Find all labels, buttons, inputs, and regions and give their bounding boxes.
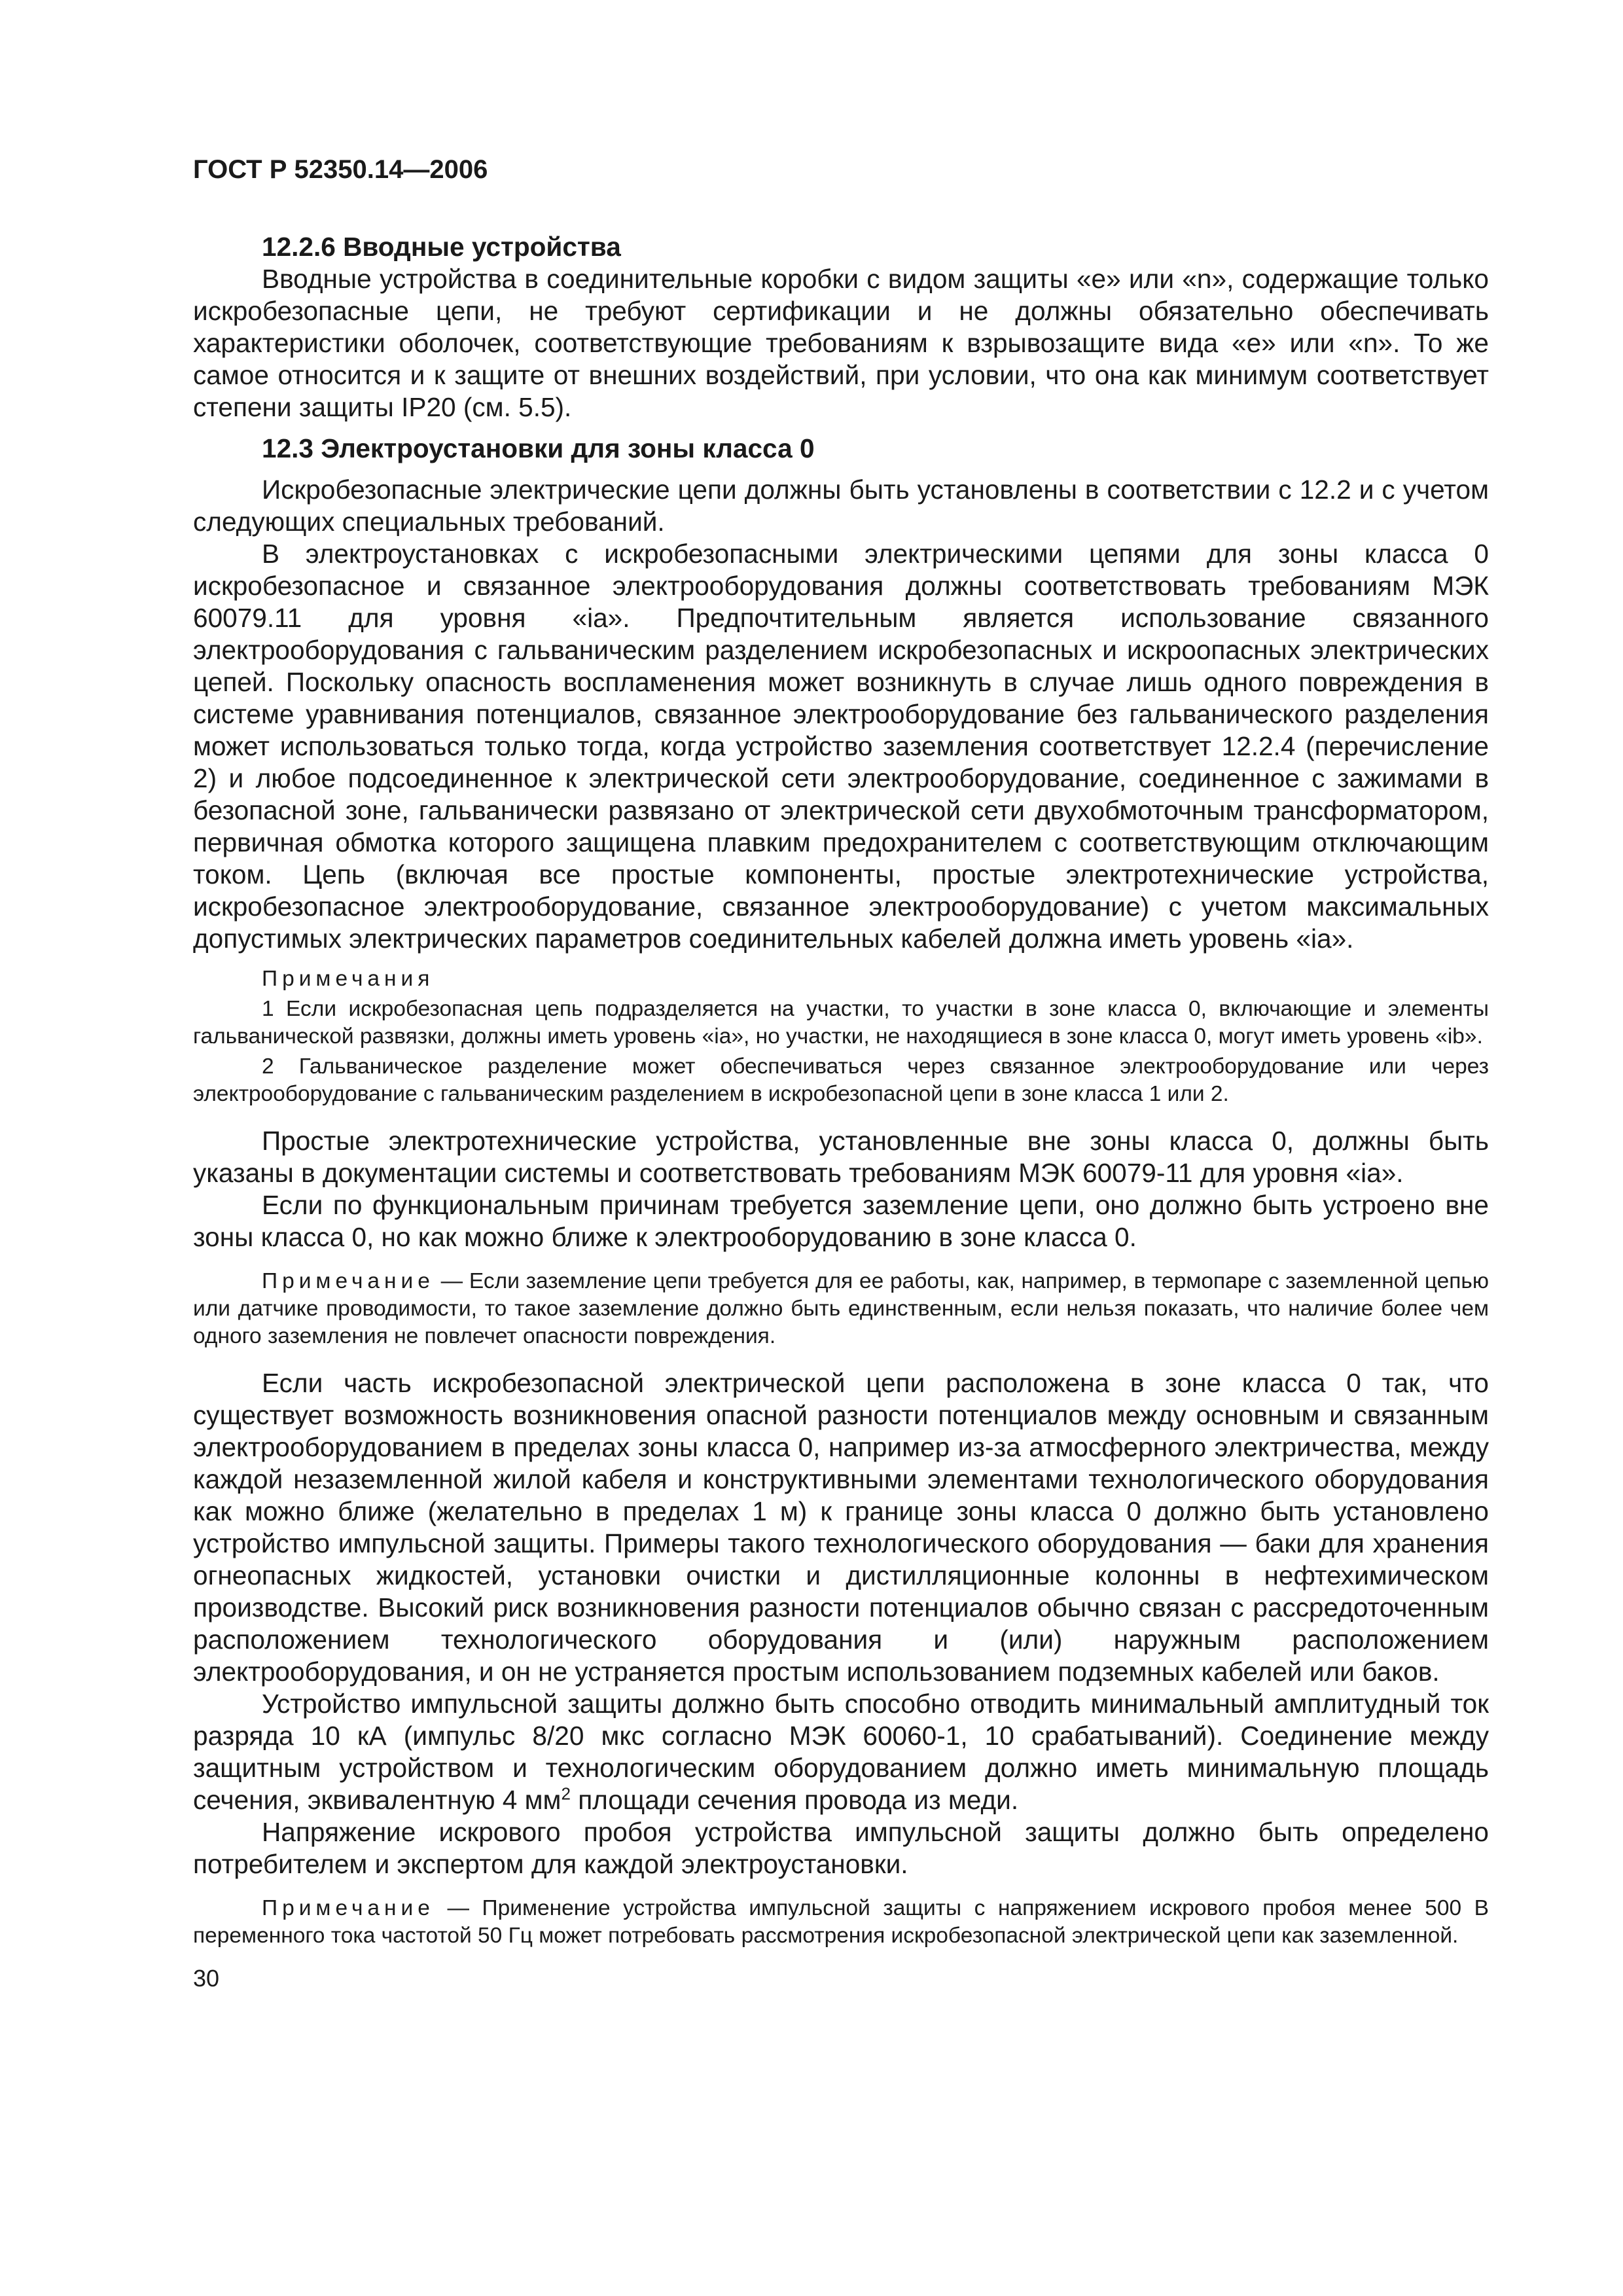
- section-12-3: [193, 433, 1489, 1950]
- note-label: Примечание: [262, 1896, 435, 1920]
- page-number: 30: [193, 1965, 220, 1992]
- note-earthing-text: — Если заземление цепи требуется для ее работы, как, например, в термопаре с заземленной цепью или датчике проводимости, то такое заземление должно быть единственным, если нельзя показать, что наличие более чем одного заземления не повлечет опасности повреждения.: [193, 1269, 1489, 1348]
- notes-block-1: [193, 965, 1489, 1108]
- paragraph-simple-devices: Простые электротехнические устройства, установленные вне зоны класса 0, должны быть указаны в документации системы и соответствовать требованиям МЭК 60079-11 для уровня «ia».: [193, 1126, 1489, 1188]
- note-earthing: [193, 1268, 1489, 1350]
- note-breakdown: [193, 1895, 1489, 1950]
- document-page: [193, 154, 1489, 1993]
- paragraph-surge-current: [193, 1688, 1489, 1816]
- heading-12-2-6: 12.2.6 Вводные устройства: [262, 232, 621, 262]
- notes-title: Примечания: [262, 967, 435, 991]
- paragraph-input-devices: Вводные устройства в соединительные коробки с видом защиты «е» или «n», содержащие только искробезопасные цепи, не требуют сертификации и не должны обязательно обеспечивать характеристики оболочек, соответствующие требованиям к взрывозащите вида «е» или «n». То же самое относится и к защите от внешних воздействий, при условии, что она как минимум соответствует степени защиты IP20 (см. 5.5).: [193, 264, 1489, 422]
- document-id-header: ГОСТ Р 52350.14—2006: [193, 155, 488, 184]
- note-breakdown-block: [193, 1895, 1489, 1950]
- section-12-2-6: [193, 231, 1489, 423]
- paragraph-surge-protection: Если часть искробезопасной электрической цепи расположена в зоне класса 0 так, что существует возможность возникновения опасной разности потенциалов между основным и связанным электрооборудованием в пределах зоны класса 0, например из-за атмосферного электричества, между каждой незаземленной жилой кабеля и конструктивными элементами технологического оборудования как можно ближе (желательно в пределах 1 м) к границе зоны класса 0 должно быть установлено устройство импульсной защиты. Примеры такого технологического оборудования — баки для хранения огнеопасных жидкостей, установки очистки и дистилляционные колонны в нефтехимическом производстве. Высокий риск возникновения разности потенциалов обычно связан с рассредоточенным расположением технологического оборудования и (или) наружным расположением электрооборудования, и он не устраняется простым использованием подземных кабелей или баков.: [193, 1368, 1489, 1687]
- paragraph-breakdown-voltage: Напряжение искрового пробоя устройства импульсной защиты должно быть определено потребителем и экспертом для каждой электроустановки.: [193, 1817, 1489, 1879]
- paragraph-12-3-requirements: В электроустановках с искробезопасными электрическими цепями для зоны класса 0 искробезопасное и связанное электрооборудования должны соответствовать требованиям МЭК 60079.11 для уровня «ia». Предпочтительным является использование связанного электрооборудования с гальваническим разделением искробезопасных и искроопасных электрических цепей. Поскольку опасность воспламенения может возникнуть в случае лишь одного повреждения в системе уравнивания потенциалов, связанное электрооборудование без гальванического разделения может использоваться только тогда, когда устройство заземления соответствует 12.2.4 (перечисление 2) и любое подсоединенное к электрической сети электрооборудование, соединенное с зажимами в безопасной зоне, гальванически развязано от электрической сети двухобмоточным трансформатором, первичная обмотка которого защищена плавким предохранителем с соответствующим отключающим током. Цепь (включая все простые компоненты, простые электротехнические устройства, искробезопасное электрооборудование, связанное электрооборудование) с учетом максимальных допустимых электрических параметров соединительных кабелей должна иметь уровень «ia».: [193, 539, 1489, 954]
- paragraph-earthing: Если по функциональным причинам требуется заземление цепи, оно должно быть устроено вне зоны класса 0, но как можно ближе к электрооборудованию в зоне класса 0.: [193, 1190, 1489, 1252]
- note-2: 2 Гальваническое разделение может обеспечиваться через связанное электрооборудование или через электрооборудование с гальваническим разделением в искробезопасной цепи в зоне класса 1 или 2.: [193, 1054, 1489, 1106]
- note-breakdown-text: — Применение устройства импульсной защиты с напряжением искрового пробоя менее 500 В переменного тока частотой 50 Гц может потребовать рассмотрения искробезопасной электрической цепи как заземленной.: [193, 1896, 1489, 1948]
- note-earthing-block: [193, 1268, 1489, 1350]
- heading-12-3: 12.3 Электроустановки для зоны класса 0: [262, 433, 815, 463]
- surge-current-text-end: площади сечения провода из меди.: [570, 1785, 1019, 1815]
- superscript-two: 2: [561, 1784, 571, 1804]
- paragraph-12-3-intro: Искробезопасные электрические цепи должны быть установлены в соответствии с 12.2 и с учетом следующих специальных требований.: [193, 475, 1489, 537]
- note-1: 1 Если искробезопасная цепь подразделяется на участки, то участки в зоне класса 0, включающие и элементы гальванической развязки, должны иметь уровень «ia», но участки, не находящиеся в зоне класса 0, могут иметь уровень «ib».: [193, 997, 1489, 1049]
- surge-current-text: Устройство импульсной защиты должно быть способно отводить минимальный амплитудный ток разряда 10 кА (импульс 8/20 мкс согласно МЭК 60060-1, 10 срабатываний). Соединение между защитным устройством и технологическим оборудованием должно иметь минимальную площадь сечения, эквивалентную 4 мм: [193, 1689, 1489, 1815]
- note-label: Примечание: [262, 1269, 435, 1293]
